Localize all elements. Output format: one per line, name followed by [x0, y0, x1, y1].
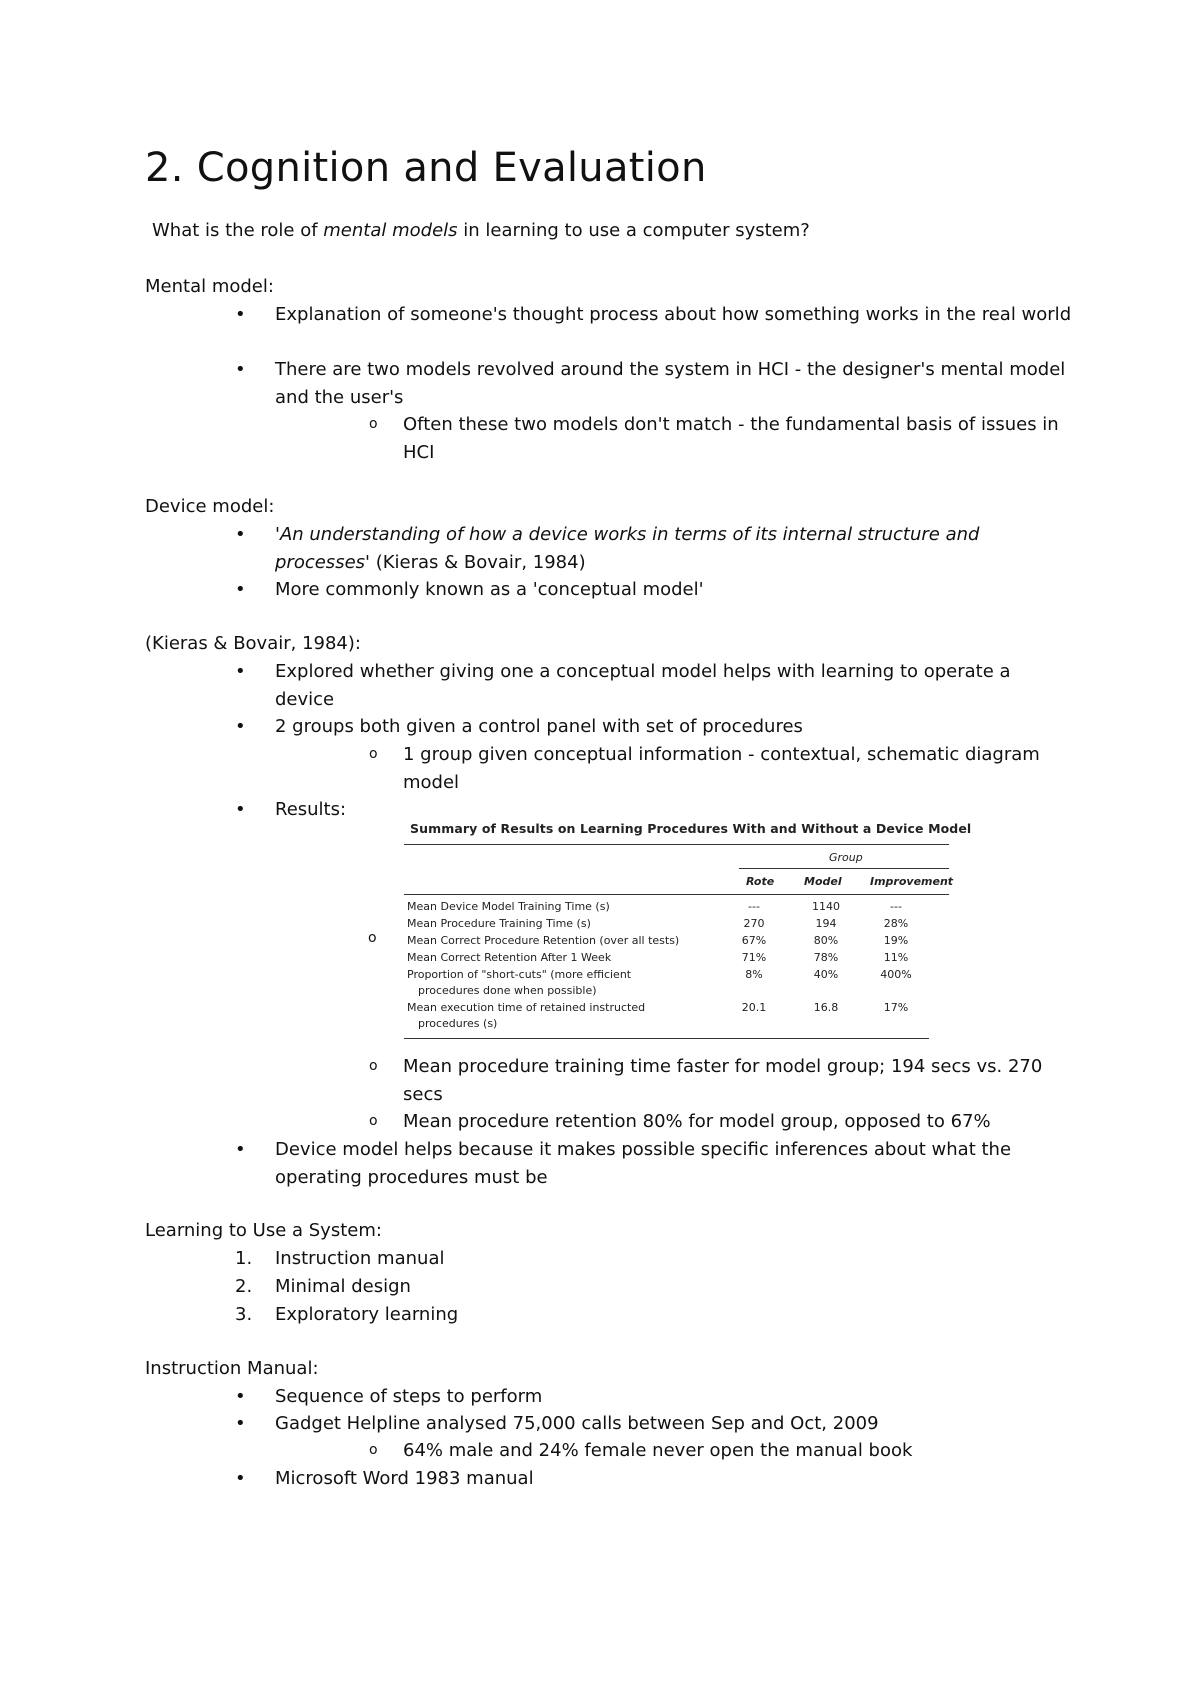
bullet-icon: • [235, 716, 246, 737]
mental-model-heading: Mental model: [145, 276, 274, 297]
list-item: • 2 groups both given a control panel with set of procedures [275, 713, 1075, 741]
table-row-label: Mean execution time of retained instructed [407, 1001, 646, 1014]
table-row-label: Mean Correct Procedure Retention (over all tests) [407, 934, 680, 947]
bullet-icon: • [235, 1413, 246, 1434]
column-header: Model [804, 875, 842, 888]
hollow-bullet-icon: o [368, 930, 377, 946]
column-header: Rote [746, 875, 775, 888]
numbered-item: 3. Exploratory learning [235, 1304, 459, 1325]
kieras-heading: (Kieras & Bovair, 1984): [145, 633, 361, 654]
device-model-heading: Device model: [145, 496, 275, 517]
table-row-label-continued: procedures done when possible) [418, 984, 597, 997]
table-row-label: Mean Procedure Training Time (s) [407, 917, 591, 930]
list-item: • There are two models revolved around the system in HCI - the designer's mental model and the user's [275, 356, 1075, 411]
table-rule [404, 1038, 929, 1039]
question-emphasis: mental models [323, 220, 458, 241]
bullet-icon: • [235, 661, 246, 682]
list-item: • Microsoft Word 1983 manual [275, 1465, 1075, 1493]
table-cell-imp: 400% [880, 968, 912, 981]
table-cell-rote: 20.1 [741, 1001, 767, 1014]
table-cell-rote: --- [748, 900, 760, 913]
table-row-label: Mean Correct Retention After 1 Week [407, 951, 612, 964]
hollow-bullet-icon: o [369, 1442, 378, 1458]
list-item: • Device model helps because it makes possible specific inferences about what the operating procedures must be [275, 1136, 1075, 1191]
numbered-item: 2. Minimal design [235, 1276, 411, 1297]
bullet-icon: • [235, 1139, 246, 1160]
bullet-icon: • [235, 359, 246, 380]
table-rule [404, 894, 949, 895]
bullet-icon: • [235, 524, 246, 545]
table-row-label: Mean Device Model Training Time (s) [407, 900, 610, 913]
sub-list-item: o 1 group given conceptual information - contextual, schematic diagram model [403, 741, 1083, 796]
table-rule [404, 844, 949, 845]
table-cell-imp: 19% [883, 934, 909, 947]
table-row-label-continued: procedures (s) [418, 1017, 498, 1030]
bullet-icon: • [235, 579, 246, 600]
sub-list-item: o Mean procedure retention 80% for model group, opposed to 67% [403, 1108, 1083, 1136]
table-cell-imp: 17% [883, 1001, 909, 1014]
table-cell-model: 194 [815, 917, 837, 930]
bullet-icon: • [235, 304, 246, 325]
list-item: • Explanation of someone's thought process about how something works in the real world [275, 301, 1075, 329]
table-cell-model: 16.8 [813, 1001, 839, 1014]
table-group-label: Group [829, 851, 863, 864]
table-rule [739, 868, 949, 869]
bullet-icon: • [235, 1386, 246, 1407]
table-cell-model: 40% [813, 968, 839, 981]
table-cell-rote: 8% [745, 968, 763, 981]
table-cell-rote: 270 [743, 917, 765, 930]
hollow-bullet-icon: o [369, 416, 378, 432]
question: What is the role of mental models in learning to use a computer system? [152, 220, 810, 241]
hollow-bullet-icon: o [369, 1058, 378, 1074]
table-cell-imp: 28% [883, 917, 909, 930]
manual-heading: Instruction Manual: [145, 1358, 319, 1379]
list-item: • Results: [275, 796, 1075, 824]
list-item: • Gadget Helpline analysed 75,000 calls between Sep and Oct, 2009 [275, 1410, 1075, 1438]
learning-heading: Learning to Use a System: [145, 1220, 382, 1241]
hollow-bullet-icon: o [369, 746, 378, 762]
numbered-item: 1. Instruction manual [235, 1248, 445, 1269]
table-cell-imp: 11% [883, 951, 909, 964]
table-cell-rote: 67% [741, 934, 767, 947]
page-title: 2. Cognition and Evaluation [145, 145, 707, 191]
list-item: • Sequence of steps to perform [275, 1383, 1075, 1411]
table-cell-imp: --- [890, 900, 902, 913]
bullet-icon: • [235, 1468, 246, 1489]
bullet-icon: • [235, 799, 246, 820]
column-header: Improvement [870, 875, 954, 888]
table-title: Summary of Results on Learning Procedures With and Without a Device Model [410, 821, 972, 836]
table-cell-model: 1140 [812, 900, 840, 913]
table-row-label: Proportion of "short-cuts" (more efficient [407, 968, 632, 981]
hollow-bullet-icon: o [369, 1113, 378, 1129]
list-item: • Explored whether giving one a conceptual model helps with learning to operate a device [275, 658, 1075, 713]
table-cell-rote: 71% [741, 951, 767, 964]
table-cell-model: 78% [813, 951, 839, 964]
sub-list-item: o Mean procedure training time faster for model group; 194 secs vs. 270 secs [403, 1053, 1083, 1108]
sub-list-item: o 64% male and 24% female never open the manual book [403, 1437, 1083, 1465]
list-item: • More commonly known as a 'conceptual model' [275, 576, 1075, 604]
list-item: • 'An understanding of how a device works in terms of its internal structure and processes' (Kieras & Bovair, 1984) [275, 521, 1075, 576]
table-cell-model: 80% [813, 934, 839, 947]
results-table-figure [404, 818, 972, 1043]
sub-list-item: o Often these two models don't match - the fundamental basis of issues in HCI [403, 411, 1083, 466]
